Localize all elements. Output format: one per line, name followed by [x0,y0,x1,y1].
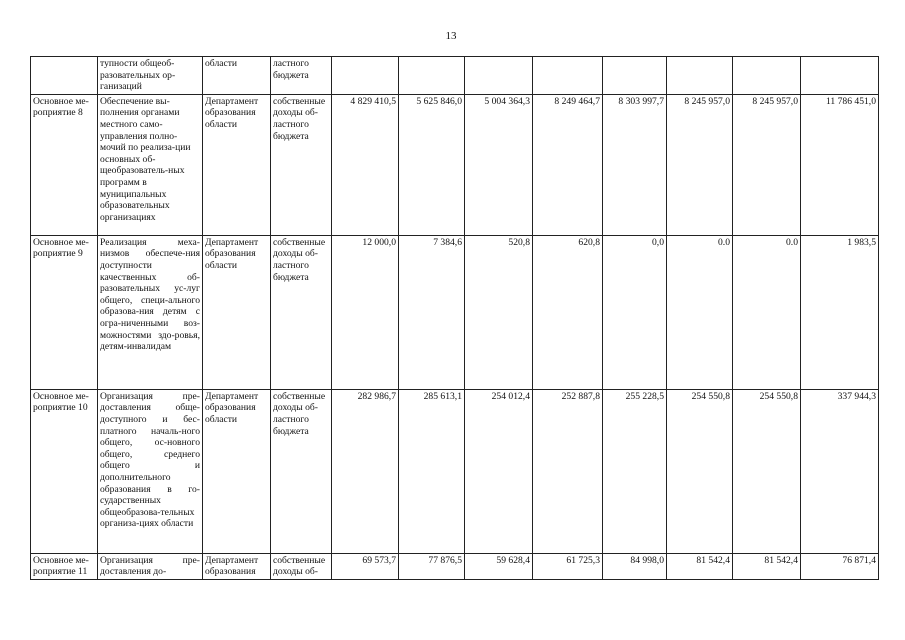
row-source: собственные доходы об-ластного бюджета [271,389,332,553]
row-executor: Департамент образования [203,553,271,579]
value-cell: 282 986,7 [332,389,399,553]
row-source: собственные доходы об- [271,553,332,579]
table-row [31,94,879,235]
row-source: ластного бюджета [271,57,332,95]
value-cell: 4 829 410,5 [332,94,399,235]
value-cell: 5 625 846,0 [399,94,465,235]
row-executor: области [203,57,271,95]
value-cell: 1 983,5 [801,235,879,389]
row-source: собственные доходы об-ластного бюджета [271,235,332,389]
value-cell: 84 998,0 [603,553,667,579]
value-cell [533,57,603,95]
value-cell: 11 786 451,0 [801,94,879,235]
value-cell: 8 245 957,0 [667,94,733,235]
value-cell: 8 245 957,0 [733,94,801,235]
row-label: Основное ме-роприятие 8 [31,94,98,235]
value-cell: 0.0 [733,235,801,389]
value-cell: 255 228,5 [603,389,667,553]
row-source: собственные доходы об-ластного бюджета [271,94,332,235]
row-label: Основное ме-роприятие 10 [31,389,98,553]
row-description: Обеспечение вы-полнения органами местного само-управления полно-мочий по реализа-ции основных об-щеобразователь-ных программ в муниципальных образовательных организациях [98,94,203,235]
value-cell: 254 012,4 [465,389,533,553]
value-cell: 5 004 364,3 [465,94,533,235]
value-cell [603,57,667,95]
row-description: тупности общеоб-разовательных ор-ганизаций [98,57,203,95]
value-cell: 0,0 [603,235,667,389]
value-cell: 61 725,3 [533,553,603,579]
budget-table [30,56,879,580]
value-cell: 0.0 [667,235,733,389]
value-cell: 77 876,5 [399,553,465,579]
table-row-continued [31,57,879,95]
value-cell: 252 887,8 [533,389,603,553]
value-cell [801,57,879,95]
row-executor: Департамент образования области [203,235,271,389]
value-cell: 8 303 997,7 [603,94,667,235]
value-cell: 254 550,8 [667,389,733,553]
row-description: Реализация меха-низмов обеспече-ния доступности качественных об-разовательных ус-луг общего, специ-ального образова-ния детям с огра-ниченными воз-можностями здо-ровья, детям-инвалидам [98,235,203,389]
value-cell [733,57,801,95]
value-cell: 12 000,0 [332,235,399,389]
value-cell [667,57,733,95]
value-cell: 81 542,4 [667,553,733,579]
value-cell: 59 628,4 [465,553,533,579]
row-executor: Департамент образования области [203,94,271,235]
row-description: Организация пре-доставления обще-доступного и бес-платного началь-ного общего, ос-новного общего, среднего общего и дополнительного образования в го-сударственных общеобразова-тельных организа-циях области [98,389,203,553]
value-cell [332,57,399,95]
value-cell: 337 944,3 [801,389,879,553]
value-cell: 81 542,4 [733,553,801,579]
value-cell: 8 249 464,7 [533,94,603,235]
value-cell: 620,8 [533,235,603,389]
value-cell: 285 613,1 [399,389,465,553]
row-executor: Департамент образования области [203,389,271,553]
value-cell [399,57,465,95]
page-number: 13 [445,30,457,42]
value-cell: 254 550,8 [733,389,801,553]
table-row [31,389,879,553]
table-row [31,235,879,389]
table-row [31,553,879,579]
value-cell: 76 871,4 [801,553,879,579]
value-cell: 7 384,6 [399,235,465,389]
row-label: Основное ме-роприятие 9 [31,235,98,389]
row-label: Основное ме-роприятие 11 [31,553,98,579]
value-cell [465,57,533,95]
value-cell: 69 573,7 [332,553,399,579]
row-description: Организация пре-доставления до- [98,553,203,579]
row-label [31,57,98,95]
value-cell: 520,8 [465,235,533,389]
